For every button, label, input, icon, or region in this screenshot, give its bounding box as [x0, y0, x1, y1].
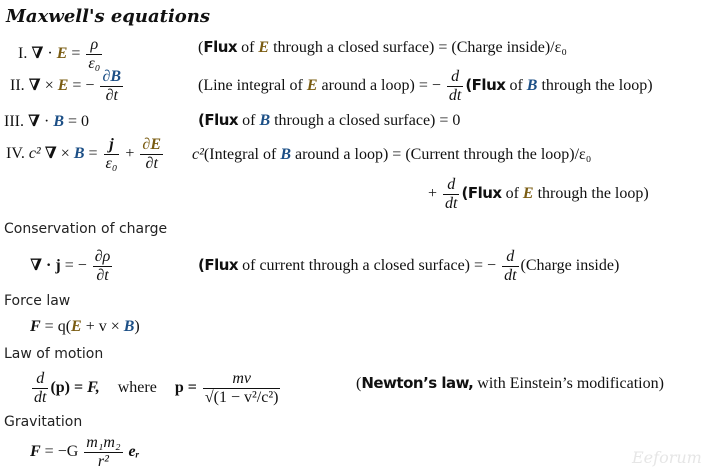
- description-part: around a loop) = −: [321, 77, 441, 95]
- conservation-description: [198, 248, 619, 285]
- radial-unit-vector: eᵣ: [128, 443, 140, 461]
- fraction-denominator: r²: [97, 453, 109, 470]
- electric-field-symbol: E: [57, 77, 69, 95]
- equation-rhs: = 0: [68, 113, 90, 130]
- description-part: of current through a closed surface) = −: [242, 257, 497, 275]
- divergence-j: ∇ · j: [30, 257, 61, 275]
- dB-dt-fraction: [100, 68, 123, 105]
- magnetic-field-symbol: B: [123, 318, 135, 335]
- fraction-denominator: ∂t: [96, 267, 109, 284]
- magnetic-field-symbol: B: [280, 146, 291, 163]
- close-paren: ): [134, 318, 140, 335]
- fraction-denominator: dt: [448, 87, 462, 104]
- nabla-symbol: ∇: [31, 45, 44, 63]
- force-symbol: F: [30, 318, 41, 335]
- fraction-denominator: ∂t: [145, 155, 158, 172]
- electric-field-symbol: E: [258, 39, 270, 56]
- j-over-epsilon-fraction: [104, 136, 120, 173]
- equation-label: II.: [10, 77, 25, 95]
- c-squared: c²: [192, 146, 204, 163]
- equals-sign: = −: [72, 77, 95, 95]
- flux-word: (Flux: [198, 256, 239, 275]
- conservation-heading: Conservation of charge: [4, 221, 168, 237]
- equation-label: I.: [18, 45, 28, 63]
- of-word: of: [242, 112, 256, 129]
- law-of-motion-equation: [30, 370, 282, 407]
- equation-label: IV.: [6, 145, 25, 163]
- flux-word: (Flux: [461, 184, 502, 203]
- force-symbol: F: [30, 443, 41, 461]
- flux-word: (Flux: [465, 76, 506, 95]
- plus-v-cross: + v ×: [85, 318, 120, 335]
- conservation-equation: [30, 248, 114, 285]
- fraction-numerator: mv: [203, 370, 281, 389]
- equals-sign: =: [71, 45, 81, 63]
- equation-3-description: [198, 111, 460, 130]
- fraction-numerator: ρ: [86, 36, 102, 55]
- fraction-numerator: ∂ρ: [94, 248, 111, 265]
- fraction-numerator: m₁m₂: [86, 434, 121, 451]
- equation-label: III.: [4, 113, 24, 130]
- description-rest: with Einstein’s modification): [477, 375, 664, 392]
- force-law-equation: [30, 318, 140, 336]
- magnetic-field-symbol: B: [73, 145, 85, 163]
- equation-2: [10, 68, 125, 105]
- cross-operator: ×: [60, 145, 70, 163]
- force-symbol: F,: [87, 379, 100, 397]
- plus-sign: +: [125, 145, 135, 163]
- equation-4: [6, 136, 165, 173]
- description-rest: through the loop): [537, 185, 649, 203]
- fraction-denominator: √(1 − v²/c²): [204, 389, 279, 406]
- dot-operator: ·: [47, 45, 53, 63]
- equation-2-description: [198, 68, 653, 105]
- gravitation-equation: [30, 434, 139, 471]
- flux-word: Flux: [203, 38, 238, 56]
- c-squared: c²: [28, 145, 41, 163]
- law-of-motion-heading: Law of motion: [4, 346, 104, 362]
- equals-minus-g: = −G: [44, 443, 79, 461]
- fraction-denominator: ε₀: [105, 155, 118, 172]
- equation-3: [4, 111, 89, 131]
- fraction-numerator: ∂B: [102, 68, 122, 85]
- law-of-motion-description: [356, 374, 664, 393]
- drho-dt-fraction: [93, 248, 113, 285]
- magnetic-field-symbol: B: [259, 112, 271, 129]
- mass-over-r-squared-fraction: [84, 434, 122, 471]
- magnetic-field-symbol: B: [53, 113, 65, 130]
- cross-operator: ×: [44, 77, 54, 95]
- equals-sign: = −: [64, 257, 87, 275]
- nabla-symbol: ∇: [28, 77, 41, 95]
- fraction-denominator: ∂t: [105, 87, 118, 104]
- d-dt-fraction: [502, 248, 518, 285]
- plus-sign: +: [428, 185, 438, 203]
- watermark-logo: Eeforum: [632, 448, 702, 467]
- open-paren: (: [356, 375, 362, 392]
- description-rest: through a closed surface) = 0: [274, 112, 461, 129]
- where-word: where: [117, 379, 157, 397]
- fraction-numerator: ∂E: [142, 136, 161, 153]
- relativistic-momentum-fraction: [203, 370, 281, 407]
- d-dt-fraction: [443, 176, 459, 213]
- of-word: of: [241, 39, 255, 56]
- fraction-denominator: dt: [504, 267, 517, 284]
- magnetic-field-symbol: B: [526, 77, 538, 95]
- electric-field-symbol: E: [71, 318, 82, 335]
- d-dt-fraction: [447, 68, 463, 105]
- momentum-term: (p) =: [50, 379, 84, 397]
- description-rest: through the loop): [541, 77, 653, 95]
- of-word: of: [509, 77, 523, 95]
- force-law-heading: Force law: [4, 293, 71, 309]
- equals-sign: =: [88, 145, 98, 163]
- description-part: (Line integral of: [198, 77, 303, 95]
- newtons-law-label: Newton’s law,: [361, 374, 474, 392]
- nabla-symbol: ∇: [44, 145, 57, 163]
- description-rest: through a closed surface) = (Charge inside)/ε₀: [273, 39, 567, 56]
- dot-operator: ·: [44, 113, 50, 130]
- description-part: (Integral of: [203, 146, 277, 163]
- dE-dt-fraction: [140, 136, 163, 173]
- d-dt-fraction: [32, 370, 48, 407]
- electric-field-symbol: E: [522, 185, 534, 203]
- equals-q: = q(: [44, 318, 72, 335]
- fraction-numerator: d: [443, 176, 459, 195]
- fraction-numerator: d: [502, 248, 518, 267]
- open-paren: (: [198, 39, 204, 56]
- fraction-denominator: dt: [445, 195, 458, 212]
- description-end: (Charge inside): [520, 257, 620, 275]
- description-part: around a loop) = (Current through the loop)/ε₀: [294, 146, 592, 163]
- of-word: of: [505, 185, 519, 203]
- equation-4-continuation: [428, 176, 649, 213]
- equation-1-description: [198, 38, 567, 57]
- fraction-denominator: dt: [34, 389, 47, 406]
- fraction-numerator: d: [447, 68, 463, 87]
- fraction-denominator: ε₀: [88, 55, 101, 72]
- electric-field-symbol: E: [306, 77, 318, 95]
- momentum-equals: p =: [174, 379, 197, 397]
- gravitation-heading: Gravitation: [4, 414, 83, 430]
- electric-field-symbol: E: [56, 45, 68, 63]
- fraction-numerator: d: [32, 370, 48, 389]
- nabla-symbol: ∇: [27, 113, 41, 130]
- page-title: Maxwell's equations: [6, 6, 211, 27]
- flux-word: (Flux: [198, 111, 239, 129]
- equation-4-description: [192, 146, 591, 164]
- fraction-numerator: j: [104, 136, 120, 155]
